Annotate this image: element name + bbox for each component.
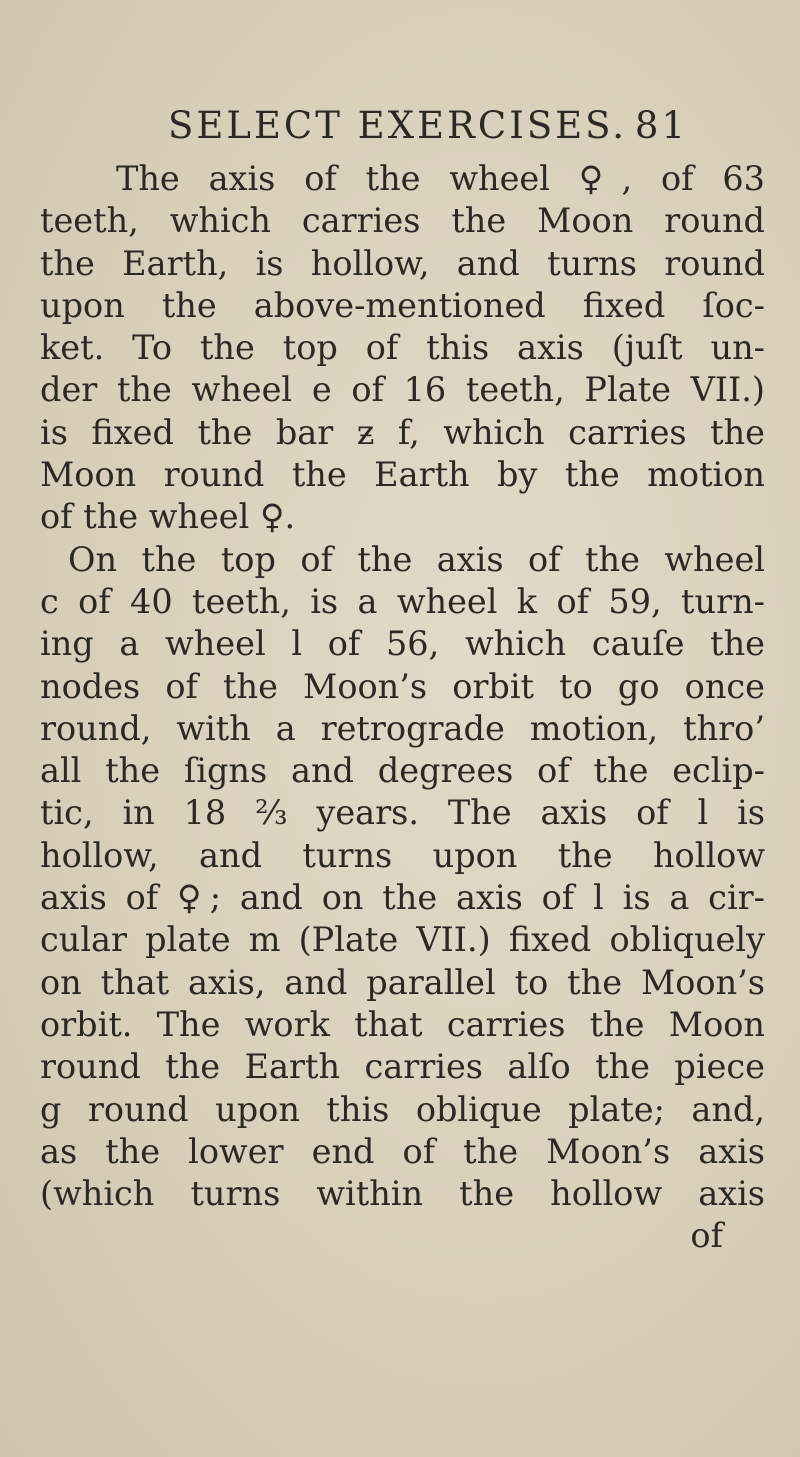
text-line: der the wheel e of 16 teeth, Plate VII.) [40, 370, 765, 410]
text-line: g round upon this oblique plate; and, [40, 1089, 765, 1129]
running-head [168, 104, 688, 156]
text-line: The axis of the wheel ♀, of 63 [116, 159, 765, 198]
text-line: tic, in 18 ⅔ years. The axis of l is [40, 793, 765, 833]
running-head-title: SELECT EXERCISES. [168, 104, 627, 147]
text-line: round, with a retrograde motion, thro’ [40, 708, 765, 748]
text-line: the Earth, is hollow, and turns round [40, 243, 765, 283]
text-line: all the ſigns and degrees of the eclip- [40, 751, 765, 791]
text-line: orbit. The work that carries the Moon [40, 1004, 765, 1044]
text-line: nodes of the Moon’s orbit to go once [40, 666, 765, 706]
text-line: axis of ♀; and on the axis of l is a cir- [40, 878, 765, 918]
text-line: as the lower end of the Moon’s axis [40, 1131, 765, 1171]
body-text [40, 158, 765, 1258]
text-line: cular plate m (Plate VII.) fixed obliquely [40, 920, 765, 960]
text-line: on that axis, and parallel to the Moon’s [40, 962, 765, 1002]
text-line: is fixed the bar ƶ f, which carries the [40, 412, 765, 452]
text-line: upon the above-mentioned fixed ſoc- [40, 285, 765, 325]
text-line: hollow, and turns upon the hollow [40, 835, 765, 875]
page-number: 81 [634, 104, 688, 147]
text-line: teeth, which carries the Moon round [40, 201, 765, 241]
text-line: Moon round the Earth by the motion [40, 455, 765, 495]
text-line: ing a wheel l of 56, which cauſe the [40, 624, 765, 664]
text-line: ket. To the top of this axis (juſt un- [40, 328, 765, 368]
text-line: c of 40 teeth, is a wheel k of 59, turn- [40, 581, 765, 621]
catchword: of [690, 1216, 723, 1256]
text-line: (which turns within the hollow axis [40, 1174, 765, 1214]
text-line: On the top of the axis of the wheel [68, 539, 765, 579]
text-line: of the wheel ♀. [40, 497, 296, 537]
text-line: round the Earth carries alſo the piece [40, 1047, 765, 1087]
